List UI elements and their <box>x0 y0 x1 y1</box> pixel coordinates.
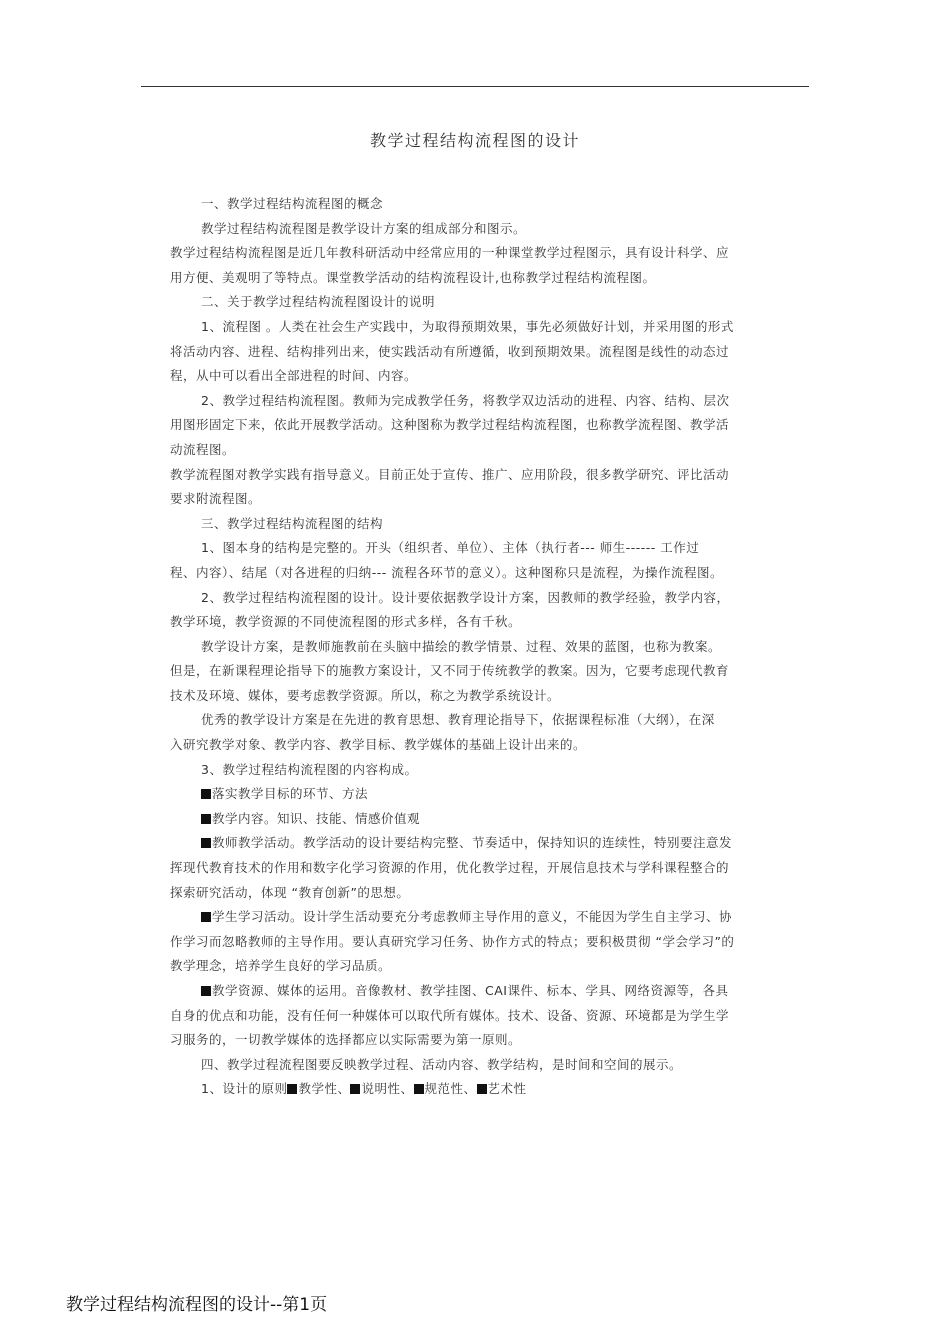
document-title: 教学过程结构流程图的设计 <box>369 131 580 150</box>
body-line: 教学内容。知识、技能、情感价值观 <box>170 807 790 832</box>
body-line: 入研究教学对象、教学内容、教学目标、教学媒体的基础上设计出来的。 <box>170 737 587 753</box>
body-line: 将活动内容、进程、结构排列出来，使实践活动有所遵循，收到预期效果。流程图是线性的动态过 <box>170 343 730 359</box>
body-line: 教学流程图对教学实践有指导意义。目前正处于宣传、推广、应用阶段，很多教学研究、评比活动 <box>170 466 730 482</box>
body-line: 落实教学目标的环节、方法 <box>170 782 790 807</box>
body-line: 用方便、美观明了等特点。课堂教学活动的结构流程设计,也称教学过程结构流程图。 <box>170 269 656 285</box>
body-line: 作学习而忽略教师的主导作用。要认真研究学习任务、协作方式的特点；要积极贯彻 “学会学习”的 <box>170 933 735 949</box>
document-body <box>170 192 790 1102</box>
body-line: 四、教学过程流程图要反映教学过程、活动内容、教学结构，是时间和空间的展示。 <box>201 1056 683 1072</box>
square-bullet-icon <box>414 1084 424 1094</box>
body-line: 学生学习活动。设计学生活动要充分考虑教师主导作用的意义，不能因为学生自主学习、协 <box>170 905 790 930</box>
body-line: 但是，在新课程理论指导下的施教方案设计，又不同于传统教学的教案。因为，它要考虑现代教育 <box>170 663 730 679</box>
body-line: 1、图本身的结构是完整的。开头（组织者、单位）、主体（执行者--- 师生------ 工作过 <box>201 540 700 556</box>
header-rule <box>141 86 809 87</box>
body-line: 习服务的，一切教学媒体的选择都应以实际需要为第一原则。 <box>170 1032 522 1048</box>
body-line: 教学理念，培养学生良好的学习品质。 <box>170 958 392 974</box>
body-line: 2、教学过程结构流程图的设计。设计要依据教学设计方案，因教师的教学经验，教学内容， <box>201 589 730 605</box>
body-line: 自身的优点和功能，没有任何一种媒体可以取代所有媒体。技术、设备、资源、环境都是为学生学 <box>170 1007 730 1023</box>
body-line: 用图形固定下来，依此开展教学活动。这种图称为教学过程结构流程图，也称教学流程图、教学活 <box>170 417 730 433</box>
body-line: 程、内容）、结尾（对各进程的归纳--- 流程各环节的意义）。这种图称只是流程，为操作流程图。 <box>170 564 724 580</box>
body-line: 教学过程结构流程图是教学设计方案的组成部分和图示。 <box>201 220 527 236</box>
body-line: 程，从中可以看出全部进程的时间、内容。 <box>170 368 418 384</box>
square-bullet-icon <box>201 814 211 824</box>
body-line: 教学过程结构流程图是近几年教科研活动中经常应用的一种课堂教学过程图示，具有设计科学、应 <box>170 245 730 261</box>
square-bullet-icon <box>201 986 211 996</box>
body-line: 探索研究活动，体现 “教育创新”的思想。 <box>170 884 410 900</box>
body-line: 2、教学过程结构流程图。教师为完成教学任务，将教学双边活动的进程、内容、结构、层次 <box>201 392 730 408</box>
body-line: 三、教学过程结构流程图的结构 <box>201 515 384 531</box>
body-line: 教学环境，教学资源的不同使流程图的形式多样，各有千秋。 <box>170 614 522 630</box>
square-bullet-icon <box>201 789 211 799</box>
body-line: 1、设计的原则 教学性、 说明性、 规范性、 艺术性 <box>201 1081 527 1097</box>
page-footer: 教学过程结构流程图的设计--第1页 <box>66 1295 328 1315</box>
square-bullet-icon <box>350 1084 360 1094</box>
body-line: 技术及环境、媒体，要考虑教学资源。所以，称之为教学系统设计。 <box>170 687 561 703</box>
body-line: 教师教学活动。教学活动的设计要结构完整、节奏适中，保持知识的连续性，特别要注意发 <box>170 831 790 856</box>
body-line: 挥现代教育技术的作用和数字化学习资源的作用，优化教学过程，开展信息技术与学科课程整合的 <box>170 860 730 876</box>
body-line: 动流程图。 <box>170 441 236 457</box>
body-line: 教学资源、媒体的运用。音像教材、教学挂图、CAI课件、标本、学具、网络资源等，各具 <box>170 979 790 1004</box>
body-line: 二、关于教学过程结构流程图设计的说明 <box>201 294 436 310</box>
body-line: 一、教学过程结构流程图的概念 <box>201 196 384 211</box>
square-bullet-icon <box>201 838 211 848</box>
square-bullet-icon <box>287 1084 297 1094</box>
body-line: 要求附流程图。 <box>170 491 262 507</box>
body-line: 教学设计方案，是教师施教前在头脑中描绘的教学情景、过程、效果的蓝图，也称为教案。 <box>201 638 722 654</box>
body-line: 3、教学过程结构流程图的内容构成。 <box>201 761 418 777</box>
body-line: 1、流程图 。人类在社会生产实践中，为取得预期效果，事先必须做好计划，并采用图的形式 <box>201 318 734 334</box>
body-line: 优秀的教学设计方案是在先进的教育思想、教育理论指导下，依据课程标准（大纲），在深 <box>201 712 715 728</box>
square-bullet-icon <box>201 912 211 922</box>
square-bullet-icon <box>477 1084 487 1094</box>
